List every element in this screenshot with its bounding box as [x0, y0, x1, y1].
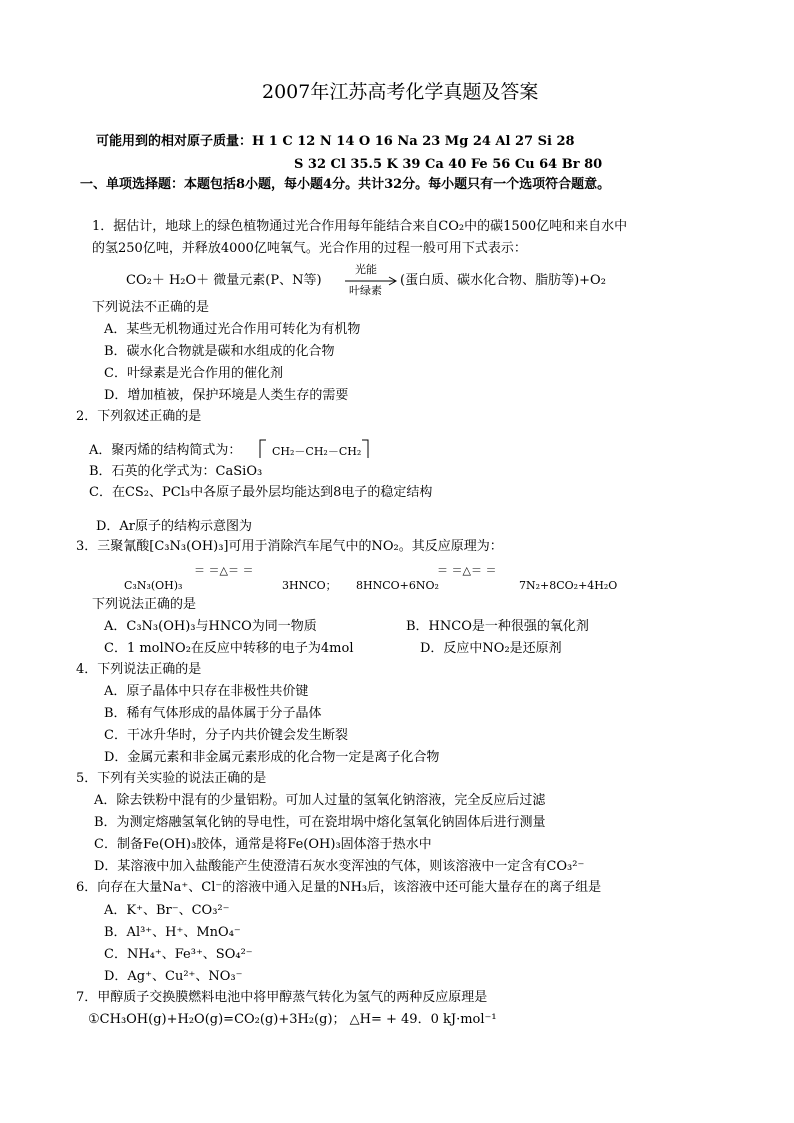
q1-text-line2: 的氢250亿吨，并释放4000亿吨氧气。光合作用的过程一般可用下式表示： [92, 241, 527, 256]
q3-option-c: C．1 molNO₂在反应中转移的电子为4mol [104, 641, 354, 656]
q4-option-c: C．干冰升华时，分子内共价键会发生断裂 [104, 728, 348, 743]
q6-option-b: B．Al³⁺、H⁺、MnO₄⁻ [104, 925, 241, 940]
q3-reaction1-left: C₃N₃(OH)₃ [124, 579, 183, 592]
q3-reaction2-sign: ＝ ＝△＝ ＝ [437, 564, 497, 577]
q3-option-b: B．HNCO是一种很强的氧化剂 [406, 619, 589, 634]
q7-stem: 7．甲醇质子交换膜燃料电池中将甲醇蒸气转化为氢气的两种反应原理是 [76, 990, 488, 1005]
q4-option-a: A．原子晶体中只存在非极性共价键 [104, 684, 309, 699]
q2-option-d: D．Ar原子的结构示意图为 [96, 519, 253, 534]
q5-option-a: A．除去铁粉中混有的少量铝粉。可加人过量的氢氧化钠溶液，完全反应后过滤 [94, 793, 546, 808]
atomic-masses-line2: S 32 Cl 35.5 K 39 Ca 40 Fe 56 Cu 64 Br 80 [294, 157, 603, 172]
q1-option-a: A．某些无机物通过光合作用可转化为有机物 [104, 322, 361, 337]
q2-option-a: A．聚丙烯的结构简式为： [89, 443, 242, 458]
q1-equation-right: (蛋白质、碳水化合物、脂肪等)+O₂ [400, 273, 606, 288]
q1-option-b: B．碳水化合物就是碳和水组成的化合物 [104, 344, 335, 359]
q4-option-d: D．金属元素和非金属元素形成的化合物一定是离子化合物 [104, 750, 440, 765]
q4-stem: 4．下列说法正确的是 [76, 662, 202, 677]
q3-option-a: A．C₃N₃(OH)₃与HNCO为同一物质 [104, 619, 317, 634]
arrow-condition-top: 光能 [355, 263, 377, 276]
q1-option-c: C．叶绿素是光合作用的催化剂 [104, 366, 283, 381]
polypropylene-formula: CH₂－CH₂－CH₂ [272, 445, 362, 458]
q6-option-c: C．NH₄⁺、Fe³⁺、SO₄²⁻ [104, 947, 253, 962]
q3-reaction1-sign: ＝ ＝△＝ ＝ [194, 564, 254, 577]
q3-reaction2-left: 8HNCO+6NO₂ [356, 579, 439, 592]
atomic-masses-line1: 可能用到的相对原子质量：H 1 C 12 N 14 O 16 Na 23 Mg 24 Al 27 Si 28 [96, 134, 575, 149]
page-title: 2007年江苏高考化学真题及答案 [262, 81, 539, 103]
q2-option-b: B．石英的化学式为：CaSiO₃ [89, 464, 263, 479]
q7-reaction1: ①CH₃OH(g)+H₂O(g)=CO₂(g)+3H₂(g)； △H= + 49．0 kJ·mol⁻¹ [88, 1012, 497, 1027]
q6-option-d: D．Ag⁺、Cu²⁺、NO₃⁻ [104, 969, 243, 984]
q3-reaction2-right: 7N₂+8CO₂+4H₂O [519, 579, 618, 592]
q5-option-b: B．为测定熔融氢氧化钠的导电性，可在瓷坩埚中熔化氢氧化钠固体后进行测量 [94, 815, 546, 830]
q5-option-c: C．制备Fe(OH)₃胶体，通常是将Fe(OH)₃固体溶于热水中 [94, 837, 432, 852]
q3-reaction1-right: 3HNCO； [282, 579, 337, 592]
q6-stem: 6．向存在大量Na⁺、Cl⁻的溶液中通入足量的NH₃后，该溶液中还可能大量存在的离子组是 [76, 880, 602, 895]
q2-stem: 2．下列叙述正确的是 [76, 409, 202, 424]
q5-stem: 5．下列有关实验的说法正确的是 [76, 771, 267, 786]
q6-option-a: A．K⁺、Br⁻、CO₃²⁻ [104, 903, 230, 918]
q2-option-c: C．在CS₂、PCl₃中各原子最外层均能达到8电子的稳定结构 [89, 485, 433, 500]
q4-option-b: B．稀有气体形成的晶体属于分子晶体 [104, 706, 322, 721]
arrow-condition-bottom: 叶绿素 [349, 284, 382, 297]
section-heading: 一、单项选择题：本题包括8小题，每小题4分。共计32分。每小题只有一个选项符合题意。 [80, 177, 611, 192]
q3-stem: 3．三聚氰酸[C₃N₃(OH)₃]可用于消除汽车尾气中的NO₂。其反应原理为： [76, 539, 503, 554]
q1-equation-left: CO₂＋ H₂O＋ 微量元素(P、N等) [126, 273, 322, 288]
q3-option-d: D．反应中NO₂是还原剂 [420, 641, 562, 656]
q5-option-d: D．某溶液中加入盐酸能产生使澄清石灰水变浑浊的气体，则该溶液中一定含有CO₃²⁻ [94, 859, 585, 874]
q1-text-line1: 1．据估计，地球上的绿色植物通过光合作用每年能结合来自CO₂中的碳1500亿吨和来自水中 [92, 219, 628, 234]
q3-stem2: 下列说法正确的是 [92, 597, 197, 612]
q1-option-d: D．增加植被，保护环境是人类生存的需要 [104, 388, 349, 403]
q1-stem: 下列说法不正确的是 [92, 300, 210, 315]
